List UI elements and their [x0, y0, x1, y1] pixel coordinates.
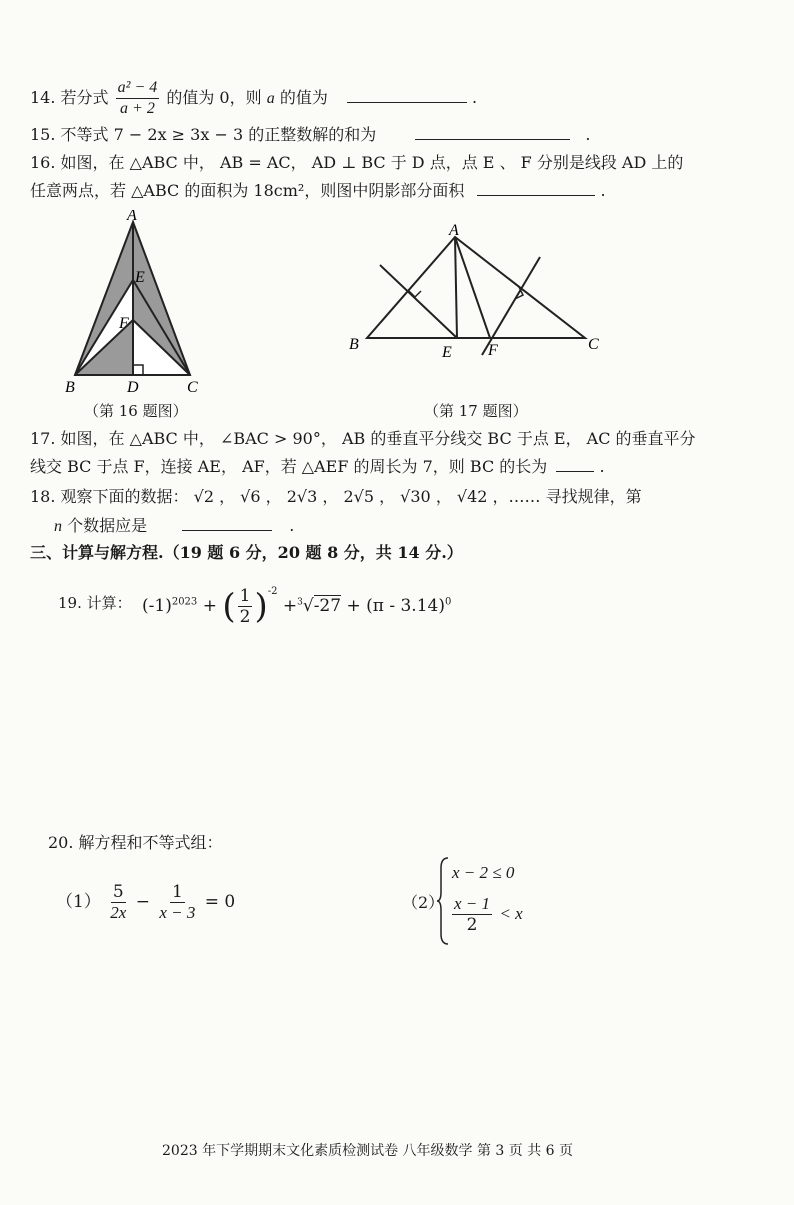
question-16-line2 — [30, 180, 606, 202]
q18-number: 18. — [30, 487, 56, 506]
q18-end: . — [289, 516, 295, 535]
page-footer: 2023 年下学期期末文化素质检测试卷 八年级数学 第 3 页 共 6 页 — [162, 1143, 574, 1159]
q14-prefix: 若分式 — [60, 88, 109, 107]
q19-expression: $(-1)^{2023}$ + ( $\frac{1}{2}$ )$^{-2}$ +$^3$√-27 + (π - 3.14)$^0$ — [142, 586, 452, 627]
q14-frac-num: a² − 4 — [116, 78, 160, 99]
fig16-label-A: A — [127, 210, 137, 224]
q19-fraction — [238, 586, 253, 627]
question-17-line2 — [30, 456, 605, 478]
fig17-label-F: F — [488, 342, 498, 359]
question-18-line2 — [54, 515, 294, 538]
q19-frac-den: 2 — [239, 607, 251, 627]
q20-number: 20. — [48, 833, 74, 852]
fig17-lines — [367, 237, 585, 355]
q20-p1-frac1-num: 5 — [112, 882, 124, 902]
q19-number: 19. 计算： — [58, 594, 132, 612]
q20-p2-frac-den: 2 — [466, 915, 478, 935]
q14-var: a — [266, 90, 275, 107]
fig17-label-B: B — [349, 336, 359, 353]
fig17-label-A: A — [449, 222, 459, 239]
fig16-label-D: D — [127, 379, 139, 395]
fig16-label-E: E — [135, 269, 145, 286]
question-15 — [30, 124, 591, 146]
q17-line1: 如图，在 △ABC 中， ∠BAC > 90°， AB 的垂直平分线交 BC 于点 E， AC 的垂直平分 — [60, 429, 696, 448]
q15-text: 不等式 7 − 2x ≥ 3x − 3 的正整数解的和为 — [60, 125, 377, 144]
fig17-label-E: E — [442, 344, 452, 361]
q20-p2-label: （2） — [402, 893, 445, 912]
q19-exp-b: -2 — [267, 586, 278, 598]
q20-p2-frac-num: x − 1 — [454, 894, 491, 913]
q20-p2-brace — [436, 856, 450, 946]
q17-end: . — [599, 457, 605, 476]
fig16-label-F: F — [119, 315, 129, 332]
q17-number: 17. — [30, 429, 56, 448]
q20-p1-eq: = 0 — [204, 892, 236, 912]
figure-17 — [345, 215, 615, 365]
q16-end: . — [600, 181, 606, 200]
q14-number: 14. — [30, 88, 56, 107]
question-14 — [30, 78, 477, 119]
q17-answer-blank[interactable] — [556, 457, 594, 472]
q20-title: 解方程和不等式组： — [78, 833, 223, 852]
question-17-line1 — [30, 428, 696, 450]
q19-term-a: (-1) — [142, 596, 172, 616]
fig16-label-B: B — [65, 379, 75, 395]
question-20 — [48, 832, 223, 854]
q16-answer-blank[interactable] — [477, 181, 595, 196]
q19-plus-1: + — [202, 596, 217, 616]
q18-answer-blank[interactable] — [182, 516, 272, 531]
fig16-caption: （第 16 题图） — [84, 402, 188, 420]
q15-answer-blank[interactable] — [415, 125, 570, 140]
q14-frac-den: a + 2 — [120, 100, 155, 117]
q20-p2-frac — [452, 894, 492, 935]
q20-p2-ineq1: x − 2 ≤ 0 — [452, 863, 515, 882]
q14-end: . — [472, 88, 478, 107]
q20-p1-frac2-den: x − 3 — [159, 903, 196, 922]
q20-p1-label: （1） — [56, 892, 101, 912]
q20-p1-frac2 — [157, 882, 197, 923]
q18-var-n: n — [54, 518, 62, 535]
q20-p1-frac1 — [108, 882, 128, 923]
q18-line2: 个数据应是 — [67, 516, 148, 535]
fig17-caption: （第 17 题图） — [424, 402, 528, 420]
q15-end: . — [585, 125, 591, 144]
q14-fraction — [116, 78, 160, 119]
q14-answer-blank[interactable] — [347, 88, 467, 103]
q15-number: 15. — [30, 125, 56, 144]
q19-exp-a: 2023 — [171, 596, 198, 608]
q19-frac-num: 1 — [239, 586, 251, 606]
q20-part1 — [56, 882, 235, 923]
section-3-heading: 三、计算与解方程.（19 题 6 分，20 题 8 分，共 14 分.） — [30, 543, 463, 562]
fig17-label-C: C — [588, 336, 599, 353]
q20-p2-lt: < x — [499, 904, 523, 923]
q16-line2: 任意两点，若 △ABC 的面积为 18cm²，则图中阴影部分面积 — [30, 181, 465, 200]
q18-line1: 观察下面的数据： √2 ， √6 ， 2√3 ， 2√5 ， √30 ， √42 ，…… 寻找规律，第 — [60, 487, 642, 506]
q20-p1-minus: − — [135, 892, 150, 912]
question-18-line1 — [30, 486, 642, 508]
q19-exp-c: 0 — [444, 596, 452, 608]
q19-tail: + (π - 3.14) — [346, 596, 445, 616]
fig16-label-C: C — [187, 379, 198, 395]
q14-mid: 的值为 0，则 — [166, 88, 262, 107]
q19-plus-2: + — [282, 596, 298, 616]
q16-number: 16. — [30, 153, 56, 172]
figure-16 — [55, 210, 225, 395]
q20-p2-ineq2 — [450, 894, 523, 935]
q17-line2: 线交 BC 于点 F，连接 AE， AF，若 △AEF 的周长为 7，则 BC 的长为 — [30, 457, 548, 476]
q14-suffix: 的值为 — [279, 88, 328, 107]
question-16-line1 — [30, 152, 683, 174]
q19-root-body: -27 — [313, 596, 342, 616]
q19-root-index: 3 — [297, 597, 303, 608]
q20-p1-frac2-num: 1 — [171, 882, 183, 902]
q20-p1-frac1-den: 2x — [110, 903, 127, 922]
question-19 — [58, 592, 132, 614]
q16-line1: 如图，在 △ABC 中， AB = AC， AD ⊥ BC 于 D 点，点 E 、 F 分别是线段 AD 上的 — [60, 153, 684, 172]
